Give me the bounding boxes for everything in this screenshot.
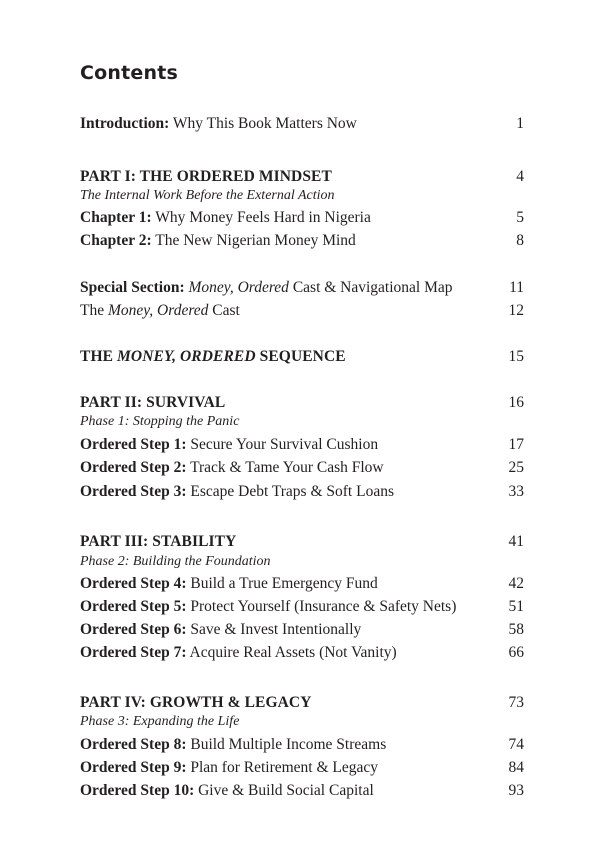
part-heading: PART I: THE ORDERED MINDSET bbox=[80, 168, 332, 185]
page-number: 4 bbox=[516, 168, 524, 185]
part-subtitle: Phase 1: Stopping the Panic bbox=[80, 414, 240, 429]
page-number: 33 bbox=[508, 483, 524, 500]
page-number: 25 bbox=[508, 459, 524, 476]
toc-entry-step-10[interactable] bbox=[80, 780, 524, 802]
entry-label: Chapter 1: bbox=[80, 209, 152, 226]
entry-label: Special Section: bbox=[80, 279, 185, 296]
entry-title-italic: Money, Ordered bbox=[107, 302, 209, 319]
entry-title: Track & Tame Your Cash Flow bbox=[186, 459, 384, 476]
entry-title: Secure Your Survival Cushion bbox=[186, 436, 379, 453]
part-2-subtitle bbox=[80, 411, 524, 433]
page-number: 74 bbox=[508, 736, 524, 753]
toc-entry-step-3[interactable] bbox=[80, 481, 524, 503]
entry-title: Build Multiple Income Streams bbox=[186, 736, 387, 753]
toc-entry-step-6[interactable] bbox=[80, 619, 524, 641]
page-number: 73 bbox=[508, 694, 524, 711]
toc-entry-step-5[interactable] bbox=[80, 596, 524, 618]
toc-entry-step-2[interactable] bbox=[80, 457, 524, 479]
toc-entry-step-7[interactable] bbox=[80, 642, 524, 664]
entry-title: Escape Debt Traps & Soft Loans bbox=[186, 483, 394, 500]
page-number: 11 bbox=[509, 279, 524, 296]
page-number: 93 bbox=[508, 782, 524, 799]
entry-title: Save & Invest Intentionally bbox=[186, 621, 362, 638]
part-subtitle: Phase 3: Expanding the Life bbox=[80, 714, 240, 729]
entry-label: Introduction: bbox=[80, 115, 170, 132]
page-number: 1 bbox=[516, 115, 524, 132]
entry-label: Ordered Step 5: bbox=[80, 598, 187, 615]
entry-title: Cast & Navigational Map bbox=[288, 279, 453, 296]
entry-title: Give & Build Social Capital bbox=[194, 782, 374, 799]
page-title: Contents bbox=[80, 62, 179, 84]
toc-part-3[interactable] bbox=[80, 531, 524, 553]
toc-entry-step-8[interactable] bbox=[80, 734, 524, 756]
part-heading: PART IV: GROWTH & LEGACY bbox=[80, 694, 312, 711]
entry-label: Ordered Step 1: bbox=[80, 436, 187, 453]
part-4-subtitle bbox=[80, 711, 524, 733]
page-number: 5 bbox=[516, 209, 524, 226]
entry-label: Ordered Step 8: bbox=[80, 736, 187, 753]
entry-label: Ordered Step 10: bbox=[80, 782, 195, 799]
part-1-subtitle bbox=[80, 185, 524, 207]
page-number: 17 bbox=[508, 436, 524, 453]
toc-entry-step-4[interactable] bbox=[80, 573, 524, 595]
part-subtitle: The Internal Work Before the External Action bbox=[80, 188, 335, 203]
page-number: 15 bbox=[508, 348, 524, 365]
entry-label: Ordered Step 9: bbox=[80, 759, 187, 776]
entry-label: Chapter 2: bbox=[80, 232, 152, 249]
entry-label: Ordered Step 3: bbox=[80, 483, 187, 500]
entry-title: SEQUENCE bbox=[255, 348, 346, 365]
page-number: 84 bbox=[508, 759, 524, 776]
part-subtitle: Phase 2: Building the Foundation bbox=[80, 554, 271, 569]
entry-title: Cast bbox=[208, 302, 240, 319]
entry-prefix: The bbox=[80, 302, 108, 319]
entry-title-italic: MONEY, ORDERED bbox=[117, 348, 256, 365]
entry-title: Acquire Real Assets (Not Vanity) bbox=[186, 644, 397, 661]
toc-entry-introduction[interactable] bbox=[80, 113, 524, 135]
toc-entry-chapter-2[interactable] bbox=[80, 230, 524, 252]
entry-title: Why This Book Matters Now bbox=[169, 115, 357, 132]
toc-entry-chapter-1[interactable] bbox=[80, 207, 524, 229]
page-number: 42 bbox=[508, 575, 524, 592]
part-heading: PART III: STABILITY bbox=[80, 533, 237, 550]
page-number: 51 bbox=[508, 598, 524, 615]
page-number: 12 bbox=[508, 302, 524, 319]
entry-title: Plan for Retirement & Legacy bbox=[186, 759, 379, 776]
page-number: 66 bbox=[508, 644, 524, 661]
entry-title: Why Money Feels Hard in Nigeria bbox=[151, 209, 371, 226]
entry-title: Build a True Emergency Fund bbox=[186, 575, 378, 592]
page-number: 16 bbox=[508, 394, 524, 411]
entry-label: Ordered Step 4: bbox=[80, 575, 187, 592]
toc-entry-special-section[interactable] bbox=[80, 277, 524, 299]
toc-entry-step-1[interactable] bbox=[80, 434, 524, 456]
entry-label: Ordered Step 7: bbox=[80, 644, 187, 661]
entry-label: Ordered Step 2: bbox=[80, 459, 187, 476]
part-heading: PART II: SURVIVAL bbox=[80, 394, 226, 411]
toc-entry-cast[interactable] bbox=[80, 300, 524, 322]
page-number: 41 bbox=[508, 533, 524, 550]
entry-title: Protect Yourself (Insurance & Safety Nets) bbox=[186, 598, 457, 615]
entry-title-italic: Money, Ordered bbox=[184, 279, 289, 296]
page-number: 8 bbox=[516, 232, 524, 249]
entry-prefix: THE bbox=[80, 348, 118, 365]
page-number: 58 bbox=[508, 621, 524, 638]
entry-title: The New Nigerian Money Mind bbox=[151, 232, 356, 249]
entry-label: Ordered Step 6: bbox=[80, 621, 187, 638]
toc-entry-step-9[interactable] bbox=[80, 757, 524, 779]
toc-entry-sequence[interactable] bbox=[80, 346, 524, 368]
part-3-subtitle bbox=[80, 551, 524, 573]
